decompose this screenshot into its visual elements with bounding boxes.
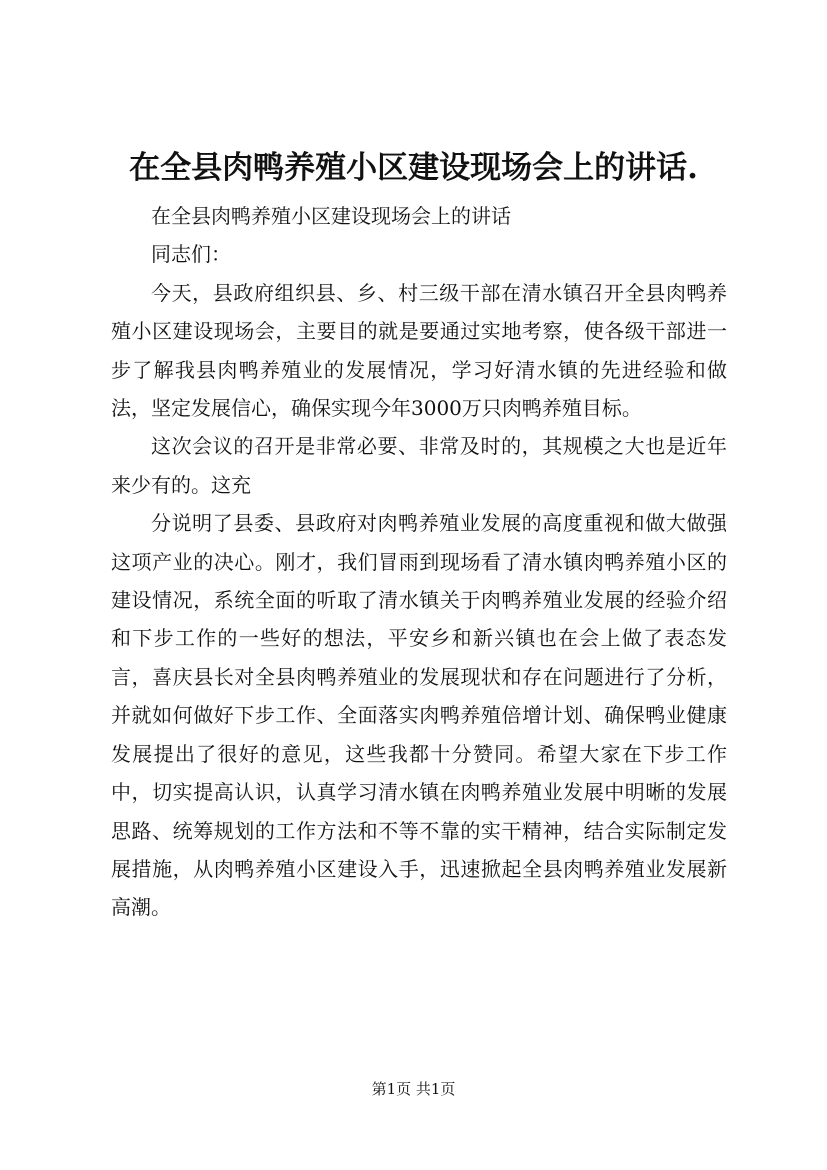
paragraph-3: 分说明了县委、县政府对肉鸭养殖业发展的高度重视和做大做强这项产业的决心。刚才，我们冒雨到现场看了清水镇肉鸭养殖小区的建设情况，系统全面的听取了清水镇关于肉鸭养殖业发展的经验介绍和下步工作的一些好的想法，平安乡和新兴镇也在会上做了表态发言，喜庆县长对全县肉鸭养殖业的发展现状和存在问题进行了分析，并就如何做好下步工作、全面落实肉鸭养殖倍增计划、确保鸭业健康发展提出了很好的意见，这些我都十分赞同。希望大家在下步工作中，切实提高认识，认真学习清水镇在肉鸭养殖业发展中明晰的发展思路、统筹规划的工作方法和不等不靠的实干精神，结合实际制定发展措施，从肉鸭养殖小区建设入手，迅速掀起全县肉鸭养殖业发展新高潮。 bbox=[111, 511, 727, 920]
paragraph-2: 这次会议的召开是非常必要、非常及时的，其规模之大也是近年来少有的。这充 bbox=[111, 434, 727, 497]
document-body bbox=[111, 197, 727, 927]
document-title: 在全县肉鸭养殖小区建设现场会上的讲话. bbox=[129, 150, 698, 186]
paragraph-1: 今天，县政府组织县、乡、村三级干部在清水镇召开全县肉鸭养殖小区建设现场会，主要目的就是要通过实地考察，使各级干部进一步了解我县肉鸭养殖业的发展情况，学习好清水镇的先进经验和做法，坚定发展信心，确保实现今年3000万只肉鸭养殖目标。 bbox=[111, 280, 727, 421]
document-subtitle: 在全县肉鸭养殖小区建设现场会上的讲话 bbox=[151, 204, 511, 228]
page-number: 第1页 共1页 bbox=[371, 1080, 456, 1098]
salutation: 同志们： bbox=[151, 242, 231, 267]
